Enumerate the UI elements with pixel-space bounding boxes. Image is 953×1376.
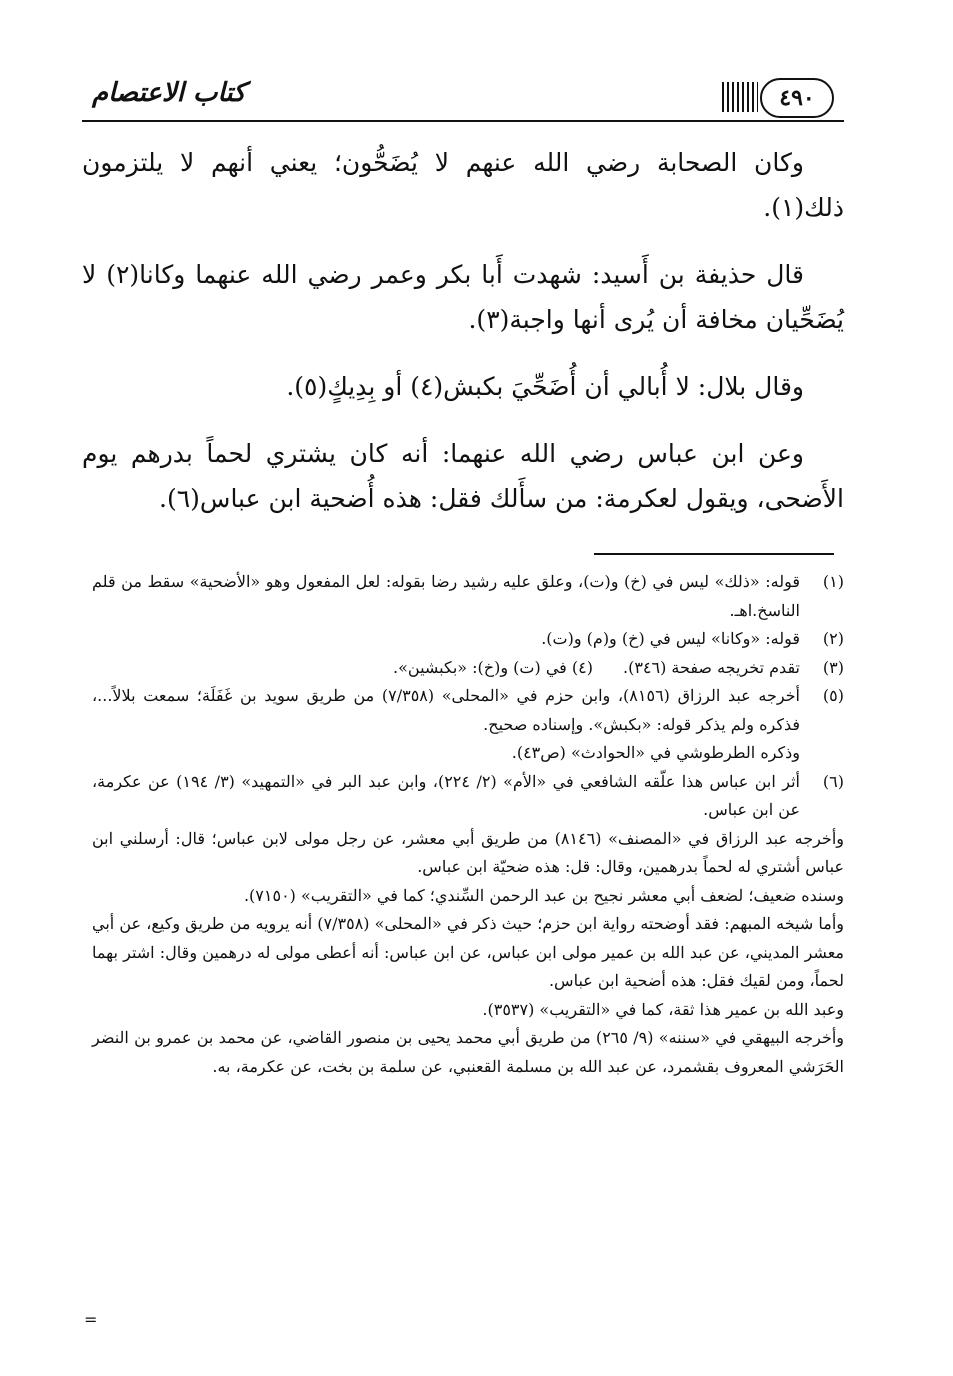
footnote-paragraph: وأخرجه البيهقي في «سننه» (٩/ ٢٦٥) من طريق أبي محمد يحيى بن منصور القاضي، عن محمد بن عمرو بن النضر الحَرَشي المعروف بقشمرد، عن عبد الله بن مسلمة القعنبي، عن سلمة بن بخت، عن عكرمة، به. (92, 1028, 845, 1076)
footnote-text: تقدم تخريجه صفحة (٣٤٦). (622, 657, 800, 677)
body-paragraph: وقال بلال: لا أُبالي أن أُضَحِّيَ بكبش(٤) أو بِدِيكٍ(٥). (286, 372, 804, 401)
footnote-paragraph: وعبد الله بن عمير هذا ثقة، كما في «التقريب» (٣٥٣٧). (482, 999, 844, 1019)
footnotes (92, 568, 844, 1081)
footnote-paragraph: وأخرجه عبد الرزاق في «المصنف» (٨١٤٦) من طريق أبي معشر، عن رجل مولى لابن عباس؛ قال: أرسلني ابن عباس أشتري له لحماً بدرهمين، وقال: قل: هذه ضحيّة ابن عباس. (92, 828, 844, 876)
book-title: كتاب الاعتصام (92, 78, 246, 108)
footnote-text: أخرجه عبد الرزاق (٨١٥٦)، وابن حزم في «المحلى» (٧/٣٥٨) من طريق سويد بن غَفَلَة؛ سمعت بلالاً...، فذكره ولم يذكر قوله: «بكبش». وإسناده صحيح. (92, 686, 800, 734)
main-text (82, 140, 844, 543)
footnote-text: في (ت) و(خ): «بكبشين». (393, 657, 567, 677)
footnote-number: (٤) (571, 657, 593, 677)
page-number-ornament (724, 68, 844, 116)
footnote-3-4 (92, 654, 844, 683)
footnote-number: (٢) (822, 629, 844, 648)
footnote-text: وذكره الطرطوشي في «الحوادث» (ص٤٣). (511, 743, 800, 762)
footnote-text: قوله: «وكانا» ليس في (خ) و(م) و(ت). (541, 629, 800, 648)
footnote-4 (393, 654, 593, 683)
body-paragraph: وعن ابن عباس رضي الله عنهما: أنه كان يشتري لحماً بدرهم يوم الأَضحى، ويقول لعكرمة: من سأَلك فقل: هذه أُضحية ابن عباس(٦). (82, 439, 844, 513)
ornament-bars (722, 82, 758, 112)
continuation-mark: = (84, 1310, 98, 1329)
footnote-1 (92, 568, 844, 625)
footnote-number: (١) (822, 572, 844, 591)
footnote-2 (92, 625, 844, 654)
header-rule (82, 120, 844, 122)
body-paragraph: قال حذيفة بن أَسيد: شهدت أَبا بكر وعمر رضي الله عنهما وكانا(٢) لا يُضَحِّيان مخافة أن يُرى أنها واجبة(٣). (82, 260, 844, 334)
body-paragraph: وكان الصحابة رضي الله عنهم لا يُضَحُّون؛ يعني أنهم لا يلتزمون ذلك(١). (82, 148, 844, 222)
footnote-text: أثر ابن عباس هذا علّقه الشافعي في «الأم» (٢/ ٢٢٤)، وابن عبد البر في «التمهيد» (٣/ ١٩٤) عن عكرمة، عن ابن عباس. (92, 771, 800, 819)
footnote-separator (594, 553, 834, 555)
footnote-inline-row (92, 654, 800, 683)
footnote-paragraph: وسنده ضعيف؛ لضعف أبي معشر نجيح بن عبد الرحمن السِّندي؛ كما في «التقريب» (٧١٥٠). (243, 885, 844, 905)
footnote-number: (٥) (822, 686, 844, 705)
footnote-text: قوله: «ذلك» ليس في (خ) و(ت)، وعلق عليه رشيد رضا بقوله: لعل المفعول وهو «الأضحية» سقط من قلم الناسخ.اهـ. (92, 572, 800, 620)
footnote-number: (٦) (822, 771, 844, 791)
footnote-number: (٣) (822, 657, 844, 677)
footnote-paragraph: وأما شيخه المبهم: فقد أوضحته رواية ابن حزم؛ حيث ذكر في «المحلى» (٧/٣٥٨) أنه يرويه من طريق وكيع، عن أبي معشر المديني، عن عبد الله بن عمير مولى ابن عباس، عن ابن عباس: أنه أعطى مولى له درهمين وقال: اشتر بهما لحماً، ومن لقيك فقل: هذه أضحية ابن عباس. (92, 914, 845, 990)
footnote-5 (92, 682, 844, 768)
page-header (82, 66, 844, 122)
page-number: ٤٩٠ (760, 78, 834, 118)
footnote-6 (92, 768, 844, 825)
